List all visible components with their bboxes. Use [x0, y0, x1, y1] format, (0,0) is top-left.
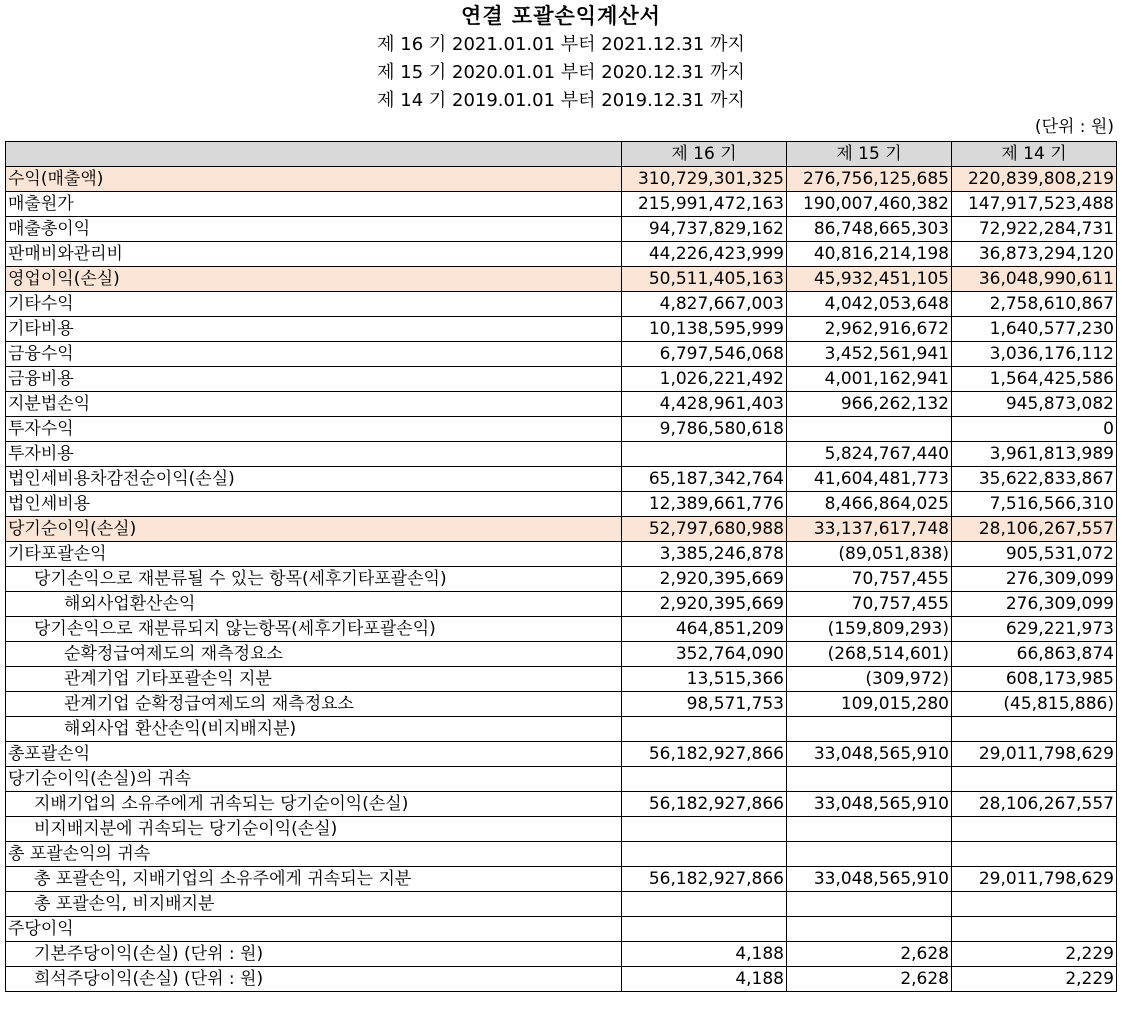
amount-period-15: 276,756,125,685 — [787, 167, 952, 192]
amount-period-16: 98,571,753 — [622, 692, 787, 717]
unit-note: (단위 : 원) — [1034, 117, 1114, 137]
amount-period-14: 7,516,566,310 — [952, 492, 1117, 517]
amount-period-15: 86,748,665,303 — [787, 217, 952, 242]
table-row — [6, 492, 1117, 517]
account-label: 총 포괄손익의 귀속 — [6, 842, 622, 867]
amount-period-16 — [622, 442, 787, 467]
amount-period-14: 35,622,833,867 — [952, 467, 1117, 492]
period-line-15: 제 15 기 2020.01.01 부터 2020.12.31 까지 — [377, 62, 745, 83]
amount-period-16: 4,428,961,403 — [622, 392, 787, 417]
column-header-period-16: 제 16 기 — [622, 142, 787, 167]
amount-period-16: 56,182,927,866 — [622, 867, 787, 892]
amount-period-14: 220,839,808,219 — [952, 167, 1117, 192]
table-row — [6, 167, 1117, 192]
amount-period-16 — [622, 917, 787, 942]
amount-period-16: 44,226,423,999 — [622, 242, 787, 267]
amount-period-15: 2,962,916,672 — [787, 317, 952, 342]
amount-period-14 — [952, 842, 1117, 867]
amount-period-15 — [787, 842, 952, 867]
amount-period-14: (45,815,886) — [952, 692, 1117, 717]
amount-period-14: 2,758,610,867 — [952, 292, 1117, 317]
account-label: 희석주당이익(손실) (단위 : 원) — [6, 967, 622, 992]
amount-period-16: 13,515,366 — [622, 667, 787, 692]
amount-period-15: 33,048,565,910 — [787, 742, 952, 767]
amount-period-16: 3,385,246,878 — [622, 542, 787, 567]
amount-period-15: 4,001,162,941 — [787, 367, 952, 392]
amount-period-16 — [622, 817, 787, 842]
column-header-account — [6, 142, 622, 167]
amount-period-14: 1,564,425,586 — [952, 367, 1117, 392]
table-row — [6, 867, 1117, 892]
account-label: 관계기업 순확정급여제도의 재측정요소 — [6, 692, 622, 717]
amount-period-14: 276,309,099 — [952, 592, 1117, 617]
column-header-period-15: 제 15 기 — [787, 142, 952, 167]
account-label: 금융비용 — [6, 367, 622, 392]
amount-period-16: 352,764,090 — [622, 642, 787, 667]
table-row — [6, 392, 1117, 417]
table-row — [6, 342, 1117, 367]
period-line-14: 제 14 기 2019.01.01 부터 2019.12.31 까지 — [377, 90, 745, 111]
amount-period-16: 9,786,580,618 — [622, 417, 787, 442]
account-label: 지배기업의 소유주에게 귀속되는 당기순이익(손실) — [6, 792, 622, 817]
table-row — [6, 442, 1117, 467]
amount-period-16: 464,851,209 — [622, 617, 787, 642]
account-label: 당기손익으로 재분류될 수 있는 항목(세후기타포괄손익) — [6, 567, 622, 592]
table-body — [6, 167, 1117, 992]
amount-period-15: (159,809,293) — [787, 617, 952, 642]
amount-period-14 — [952, 717, 1117, 742]
amount-period-15: 45,932,451,105 — [787, 267, 952, 292]
amount-period-15 — [787, 417, 952, 442]
amount-period-15: 190,007,460,382 — [787, 192, 952, 217]
amount-period-16: 2,920,395,669 — [622, 567, 787, 592]
table-row — [6, 892, 1117, 917]
table-row — [6, 192, 1117, 217]
table-row — [6, 917, 1117, 942]
amount-period-16: 52,797,680,988 — [622, 517, 787, 542]
account-label: 당기손익으로 재분류되지 않는항목(세후기타포괄손익) — [6, 617, 622, 642]
amount-period-14: 608,173,985 — [952, 667, 1117, 692]
table-row — [6, 942, 1117, 967]
table-row — [6, 367, 1117, 392]
amount-period-14: 36,873,294,120 — [952, 242, 1117, 267]
table-row — [6, 792, 1117, 817]
amount-period-15 — [787, 817, 952, 842]
amount-period-15 — [787, 892, 952, 917]
amount-period-14: 0 — [952, 417, 1117, 442]
amount-period-16: 56,182,927,866 — [622, 742, 787, 767]
account-label: 금융수익 — [6, 342, 622, 367]
table-row — [6, 567, 1117, 592]
amount-period-16 — [622, 892, 787, 917]
amount-period-16: 215,991,472,163 — [622, 192, 787, 217]
amount-period-15: 8,466,864,025 — [787, 492, 952, 517]
amount-period-14: 66,863,874 — [952, 642, 1117, 667]
amount-period-16: 310,729,301,325 — [622, 167, 787, 192]
amount-period-15: 2,628 — [787, 942, 952, 967]
table-row — [6, 217, 1117, 242]
account-label: 해외사업환산손익 — [6, 592, 622, 617]
amount-period-15: 70,757,455 — [787, 592, 952, 617]
column-header-period-14: 제 14 기 — [952, 142, 1117, 167]
amount-period-15: 33,048,565,910 — [787, 792, 952, 817]
table-row — [6, 692, 1117, 717]
amount-period-14: 276,309,099 — [952, 567, 1117, 592]
table-row — [6, 817, 1117, 842]
account-label: 총 포괄손익, 지배기업의 소유주에게 귀속되는 지분 — [6, 867, 622, 892]
amount-period-15: (89,051,838) — [787, 542, 952, 567]
account-label: 해외사업 환산손익(비지배지분) — [6, 717, 622, 742]
table-row — [6, 967, 1117, 992]
amount-period-14: 28,106,267,557 — [952, 792, 1117, 817]
amount-period-14: 29,011,798,629 — [952, 867, 1117, 892]
table-row — [6, 667, 1117, 692]
table-row — [6, 292, 1117, 317]
table-row — [6, 267, 1117, 292]
table-row — [6, 317, 1117, 342]
table-row — [6, 417, 1117, 442]
table-row — [6, 617, 1117, 642]
amount-period-16 — [622, 767, 787, 792]
account-label: 총 포괄손익, 비지배지분 — [6, 892, 622, 917]
amount-period-15 — [787, 717, 952, 742]
amount-period-16: 65,187,342,764 — [622, 467, 787, 492]
table-row — [6, 517, 1117, 542]
account-label: 기타수익 — [6, 292, 622, 317]
account-label: 지분법손익 — [6, 392, 622, 417]
table-row — [6, 767, 1117, 792]
table-row — [6, 242, 1117, 267]
amount-period-14: 945,873,082 — [952, 392, 1117, 417]
account-label: 관계기업 기타포괄손익 지분 — [6, 667, 622, 692]
amount-period-15: 2,628 — [787, 967, 952, 992]
table-row — [6, 467, 1117, 492]
amount-period-15: (309,972) — [787, 667, 952, 692]
amount-period-15: 5,824,767,440 — [787, 442, 952, 467]
account-label: 수익(매출액) — [6, 167, 622, 192]
amount-period-14: 147,917,523,488 — [952, 192, 1117, 217]
amount-period-15: 966,262,132 — [787, 392, 952, 417]
amount-period-15 — [787, 767, 952, 792]
amount-period-14: 3,961,813,989 — [952, 442, 1117, 467]
amount-period-15: 3,452,561,941 — [787, 342, 952, 367]
amount-period-14: 1,640,577,230 — [952, 317, 1117, 342]
amount-period-16: 2,920,395,669 — [622, 592, 787, 617]
amount-period-14: 29,011,798,629 — [952, 742, 1117, 767]
amount-period-16: 4,188 — [622, 967, 787, 992]
amount-period-15: 33,137,617,748 — [787, 517, 952, 542]
table-row — [6, 742, 1117, 767]
table-header-row — [6, 142, 1117, 167]
account-label: 판매비와관리비 — [6, 242, 622, 267]
account-label: 당기순이익(손실) — [6, 517, 622, 542]
account-label: 투자비용 — [6, 442, 622, 467]
amount-period-14: 905,531,072 — [952, 542, 1117, 567]
amount-period-16: 10,138,595,999 — [622, 317, 787, 342]
amount-period-16: 1,026,221,492 — [622, 367, 787, 392]
amount-period-15: 33,048,565,910 — [787, 867, 952, 892]
period-line-16: 제 16 기 2021.01.01 부터 2021.12.31 까지 — [377, 34, 745, 55]
account-label: 매출총이익 — [6, 217, 622, 242]
amount-period-14 — [952, 767, 1117, 792]
table-row — [6, 542, 1117, 567]
account-label: 법인세비용차감전순이익(손실) — [6, 467, 622, 492]
amount-period-15: 109,015,280 — [787, 692, 952, 717]
amount-period-14 — [952, 917, 1117, 942]
amount-period-14: 72,922,284,731 — [952, 217, 1117, 242]
amount-period-14 — [952, 892, 1117, 917]
account-label: 순확정급여제도의 재측정요소 — [6, 642, 622, 667]
amount-period-14 — [952, 817, 1117, 842]
table-row — [6, 842, 1117, 867]
amount-period-14: 3,036,176,112 — [952, 342, 1117, 367]
amount-period-16: 4,827,667,003 — [622, 292, 787, 317]
amount-period-15: 70,757,455 — [787, 567, 952, 592]
account-label: 투자수익 — [6, 417, 622, 442]
table-row — [6, 642, 1117, 667]
account-label: 기타비용 — [6, 317, 622, 342]
amount-period-14: 2,229 — [952, 967, 1117, 992]
amount-period-16 — [622, 717, 787, 742]
amount-period-15: 41,604,481,773 — [787, 467, 952, 492]
account-label: 당기순이익(손실)의 귀속 — [6, 767, 622, 792]
amount-period-16: 94,737,829,162 — [622, 217, 787, 242]
account-label: 주당이익 — [6, 917, 622, 942]
account-label: 법인세비용 — [6, 492, 622, 517]
statement-title: 연결 포괄손익계산서 — [461, 4, 661, 28]
account-label: 영업이익(손실) — [6, 267, 622, 292]
account-label: 매출원가 — [6, 192, 622, 217]
table-row — [6, 717, 1117, 742]
account-label: 총포괄손익 — [6, 742, 622, 767]
amount-period-14: 28,106,267,557 — [952, 517, 1117, 542]
amount-period-16 — [622, 842, 787, 867]
account-label: 비지배지분에 귀속되는 당기순이익(손실) — [6, 817, 622, 842]
amount-period-14: 36,048,990,611 — [952, 267, 1117, 292]
account-label: 기본주당이익(손실) (단위 : 원) — [6, 942, 622, 967]
amount-period-15: 4,042,053,648 — [787, 292, 952, 317]
amount-period-15 — [787, 917, 952, 942]
amount-period-15: (268,514,601) — [787, 642, 952, 667]
table-row — [6, 592, 1117, 617]
amount-period-16: 50,511,405,163 — [622, 267, 787, 292]
amount-period-15: 40,816,214,198 — [787, 242, 952, 267]
amount-period-16: 6,797,546,068 — [622, 342, 787, 367]
amount-period-14: 2,229 — [952, 942, 1117, 967]
amount-period-16: 56,182,927,866 — [622, 792, 787, 817]
amount-period-14: 629,221,973 — [952, 617, 1117, 642]
account-label: 기타포괄손익 — [6, 542, 622, 567]
amount-period-16: 12,389,661,776 — [622, 492, 787, 517]
income-statement-table — [5, 141, 1117, 992]
amount-period-16: 4,188 — [622, 942, 787, 967]
